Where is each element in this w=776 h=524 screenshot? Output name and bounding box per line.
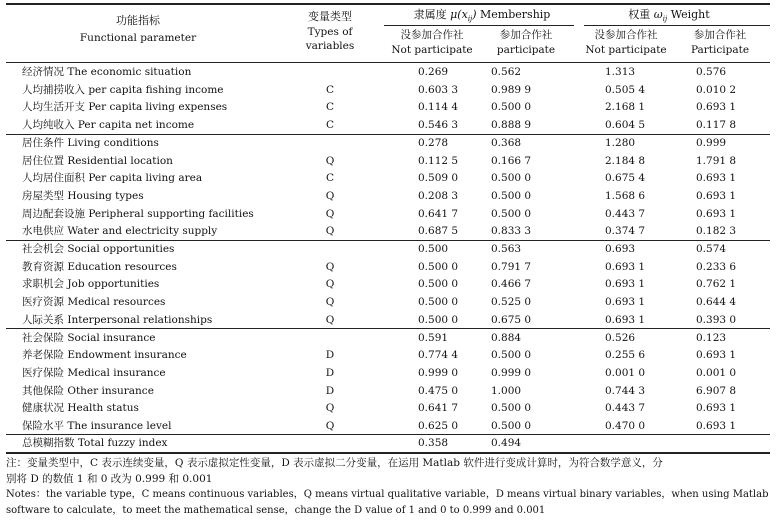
row-param: 健康状况 Health status xyxy=(22,402,139,415)
top-rule xyxy=(6,3,770,5)
row-membership-not-participate: 0.500 0 xyxy=(418,313,459,326)
row-membership-participate: 0.563 xyxy=(491,243,522,255)
row-membership-not-participate: 0.278 xyxy=(418,136,449,149)
row-weight-not-participate: 0.693 1 xyxy=(605,313,646,326)
row-weight-participate: 0.999 xyxy=(696,136,727,149)
note-zh-line-2: 别将 D 的数值 1 和 0 改为 0.999 和 0.001 xyxy=(6,473,213,485)
row-param: 医疗资源 Medical resources xyxy=(22,296,166,309)
row-variable-type: C xyxy=(325,101,335,114)
row-param: 经济情况 The economic situation xyxy=(22,66,192,78)
note-zh-line-1: 注：变量类型中，C 表示连续变量，Q 表示虚拟定性变量，D 表示虚拟二分变量，在运用 Matlab 软件进行变成计算时，为符合数学意义，分 xyxy=(6,457,663,469)
row-weight-participate: 0.117 8 xyxy=(696,119,737,132)
row-membership-not-participate: 0.641 7 xyxy=(418,207,459,220)
row-variable-type: D xyxy=(325,349,335,362)
row-membership-participate: 0.888 9 xyxy=(491,119,532,132)
col-membership-p-en: participate xyxy=(496,44,556,56)
row-variable-type: D xyxy=(325,384,335,397)
row-param: 居住条件 Living conditions xyxy=(22,136,159,149)
row-weight-not-participate: 0.604 5 xyxy=(605,119,646,132)
table-row xyxy=(0,206,776,224)
row-membership-participate: 0.500 0 xyxy=(491,172,532,185)
table-row xyxy=(0,117,776,135)
row-weight-not-participate: 0.443 7 xyxy=(605,402,646,415)
row-param: 居住位置 Residential location xyxy=(22,154,173,167)
row-param: 其他保险 Other insurance xyxy=(22,384,154,397)
header-weight-zh: 权重 xyxy=(628,8,651,21)
row-weight-participate: 0.233 6 xyxy=(696,260,737,273)
row-weight-not-participate: 0.693 1 xyxy=(605,260,646,273)
row-membership-participate: 0.525 0 xyxy=(491,296,532,309)
row-membership-not-participate: 0.500 0 xyxy=(418,296,459,309)
row-weight-participate: 0.574 xyxy=(696,243,727,255)
row-weight-participate: 0.693 1 xyxy=(696,420,737,432)
row-weight-not-participate: 0.443 7 xyxy=(605,207,646,220)
row-weight-not-participate: 0.693 1 xyxy=(605,296,646,309)
row-weight-participate: 0.693 1 xyxy=(696,189,737,202)
row-membership-participate: 0.675 0 xyxy=(491,313,532,326)
row-variable-type: Q xyxy=(325,154,335,167)
row-membership-participate: 0.500 0 xyxy=(491,402,532,415)
table-row xyxy=(0,365,776,383)
table-row xyxy=(0,383,776,401)
table-row xyxy=(0,400,776,418)
row-variable-type: Q xyxy=(325,260,335,273)
table-row xyxy=(0,170,776,188)
group-rule-2 xyxy=(6,240,770,241)
row-membership-not-participate: 0.625 0 xyxy=(418,420,459,432)
row-param: 人均居住面积 Per capita living area xyxy=(22,172,203,185)
weight-underline xyxy=(584,25,770,26)
total-label: 总模糊指数 Total fuzzy index xyxy=(22,437,168,449)
table-row xyxy=(0,312,776,330)
table-row xyxy=(0,64,776,82)
row-membership-participate: 0.500 0 xyxy=(491,101,532,114)
header-membership-en: Membership xyxy=(480,8,551,21)
row-param: 水电供应 Water and electricity supply xyxy=(22,225,218,238)
header-membership-symbol-close: ) xyxy=(472,8,477,21)
col-weight-np-zh: 没参加合作社 xyxy=(594,29,658,41)
row-weight-participate: 0.693 1 xyxy=(696,207,737,220)
bottom-rule xyxy=(6,452,770,454)
row-weight-participate: 0.393 0 xyxy=(696,313,737,326)
row-weight-not-participate: 0.001 0 xyxy=(605,366,646,379)
row-param: 人均捕捞收入 per capita fishing income xyxy=(22,83,224,96)
row-weight-participate: 1.791 8 xyxy=(696,154,737,167)
row-membership-participate: 0.500 0 xyxy=(491,207,532,220)
row-param: 房屋类型 Housing types xyxy=(22,189,144,202)
row-param: 社会保险 Social insurance xyxy=(22,331,156,344)
row-weight-not-participate: 0.693 1 xyxy=(605,278,646,291)
table-row xyxy=(0,347,776,365)
row-membership-not-participate: 0.475 0 xyxy=(418,384,459,397)
row-membership-not-participate: 0.500 0 xyxy=(418,260,459,273)
row-param: 人际关系 Interpersonal relationships xyxy=(22,313,213,326)
membership-underline xyxy=(384,25,574,26)
row-param: 社会机会 Social opportunities xyxy=(22,243,175,255)
row-membership-participate: 0.368 xyxy=(491,136,522,149)
row-weight-participate: 0.693 1 xyxy=(696,172,737,185)
row-variable-type: Q xyxy=(325,402,335,415)
row-weight-not-participate: 0.255 6 xyxy=(605,349,646,362)
row-weight-not-participate: 1.280 xyxy=(605,136,636,149)
row-membership-participate: 0.999 0 xyxy=(491,366,532,379)
table-row xyxy=(0,276,776,294)
row-variable-type: D xyxy=(325,366,335,379)
header-membership-zh: 隶属度 xyxy=(413,8,447,21)
row-weight-participate: 0.644 4 xyxy=(696,296,737,309)
row-weight-not-participate: 0.693 xyxy=(605,243,636,255)
row-weight-not-participate: 0.675 4 xyxy=(605,172,646,185)
group-rule-1 xyxy=(6,134,770,135)
row-weight-participate: 0.693 1 xyxy=(696,101,737,114)
col-membership-p-zh: 参加合作社 xyxy=(499,29,553,41)
row-weight-not-participate: 1.568 6 xyxy=(605,189,646,202)
note-en-line-2: software to calculate，to meet the mathematical sense，change the D value of 1 and 0 to 0.999 and 0.001 xyxy=(6,505,546,516)
row-param: 保险水平 The insurance level xyxy=(22,420,172,432)
table-row xyxy=(0,82,776,100)
row-membership-not-participate: 0.687 5 xyxy=(418,225,459,238)
row-weight-not-participate: 2.168 1 xyxy=(605,101,646,114)
row-weight-not-participate: 0.374 7 xyxy=(605,225,646,238)
row-weight-participate: 0.182 3 xyxy=(696,225,737,238)
row-weight-not-participate: 0.470 0 xyxy=(605,420,646,432)
table-row xyxy=(0,99,776,117)
row-membership-participate: 0.466 7 xyxy=(491,278,532,291)
row-membership-not-participate: 0.591 xyxy=(418,331,449,344)
row-weight-participate: 6.907 8 xyxy=(696,384,737,397)
row-membership-not-participate: 0.269 xyxy=(418,66,449,78)
row-param: 周边配套设施 Peripheral supporting facilities xyxy=(22,207,254,220)
row-variable-type: Q xyxy=(325,225,335,238)
table-row xyxy=(0,153,776,171)
header-weight-symbol-sub: ij xyxy=(662,15,668,24)
col-weight-np-en: Not participate xyxy=(585,44,667,56)
row-weight-participate: 0.010 2 xyxy=(696,83,737,96)
row-membership-participate: 0.500 0 xyxy=(491,349,532,362)
header-weight xyxy=(594,8,744,26)
row-weight-not-participate: 0.526 xyxy=(605,331,636,344)
row-membership-not-participate: 0.114 4 xyxy=(418,101,459,114)
col-membership-np-zh: 没参加合作社 xyxy=(400,29,464,41)
row-weight-not-participate: 0.744 3 xyxy=(605,384,646,397)
table-row xyxy=(0,241,776,259)
row-membership-participate: 0.500 0 xyxy=(491,189,532,202)
row-membership-not-participate: 0.774 4 xyxy=(418,349,459,362)
row-membership-participate: 0.500 0 xyxy=(491,420,532,432)
row-membership-participate: 0.791 7 xyxy=(491,260,532,273)
row-variable-type: C xyxy=(325,83,335,96)
row-variable-type: Q xyxy=(325,313,335,326)
row-variable-type: Q xyxy=(325,278,335,291)
total-membership-p: 0.494 xyxy=(491,437,522,449)
header-type-zh: 变量类型 xyxy=(308,10,352,23)
note-en-line-1: Notes：the variable type，C means continuous variables，Q means virtual qualitative variable，D means virtual binary variables，when using Matlab xyxy=(6,489,769,500)
row-membership-not-participate: 0.999 0 xyxy=(418,366,459,379)
header-membership-symbol-sub: ij xyxy=(467,15,473,24)
table-row xyxy=(0,223,776,241)
row-weight-participate: 0.693 1 xyxy=(696,402,737,415)
row-membership-not-participate: 0.546 3 xyxy=(418,119,459,132)
row-membership-not-participate: 0.641 7 xyxy=(418,402,459,415)
total-membership-np: 0.358 xyxy=(418,437,449,449)
table-row xyxy=(0,330,776,348)
table-row xyxy=(0,135,776,153)
row-membership-not-participate: 0.500 xyxy=(418,243,449,255)
row-membership-participate: 0.884 xyxy=(491,331,522,344)
header-param-zh: 功能指标 xyxy=(116,14,160,27)
row-variable-type: Q xyxy=(325,296,335,309)
row-weight-not-participate: 1.313 xyxy=(605,66,636,78)
row-variable-type: Q xyxy=(325,189,335,202)
col-weight-p-en: Participate xyxy=(690,44,750,56)
row-param: 人均纯收入 Per capita net income xyxy=(22,119,195,132)
table-row xyxy=(0,294,776,312)
row-param: 养老保险 Endowment insurance xyxy=(22,349,187,362)
group-rule-4 xyxy=(6,434,770,435)
col-membership-np-en: Not participate xyxy=(391,44,473,56)
row-weight-not-participate: 0.505 4 xyxy=(605,83,646,96)
row-membership-participate: 0.166 7 xyxy=(491,154,532,167)
table-row xyxy=(0,188,776,206)
row-membership-participate: 0.833 3 xyxy=(491,225,532,238)
row-membership-not-participate: 0.112 5 xyxy=(418,154,459,167)
header-param-en: Functional parameter xyxy=(79,32,197,44)
row-param: 人均生活开支 Per capita living expenses xyxy=(22,101,228,114)
row-variable-type: C xyxy=(325,119,335,132)
row-weight-participate: 0.693 1 xyxy=(696,349,737,362)
row-membership-not-participate: 0.509 0 xyxy=(418,172,459,185)
row-membership-participate: 0.989 9 xyxy=(491,83,532,96)
row-weight-participate: 0.576 xyxy=(696,66,727,78)
row-weight-participate: 0.001 0 xyxy=(696,366,737,379)
group-rule-3 xyxy=(6,328,770,329)
header-bottom-rule xyxy=(6,62,770,63)
row-variable-type: C xyxy=(325,172,335,185)
header-type-en-2: variables xyxy=(305,40,355,52)
header-membership xyxy=(392,8,572,26)
header-weight-en: Weight xyxy=(670,8,710,21)
table-row xyxy=(0,259,776,277)
header-weight-symbol: ω xyxy=(653,8,663,21)
row-variable-type: Q xyxy=(325,420,335,432)
row-membership-not-participate: 0.208 3 xyxy=(418,189,459,202)
row-membership-not-participate: 0.500 0 xyxy=(418,278,459,291)
row-weight-participate: 0.123 xyxy=(696,331,727,344)
row-variable-type: Q xyxy=(325,207,335,220)
header-membership-symbol: μ(x xyxy=(450,8,468,21)
row-membership-not-participate: 0.603 3 xyxy=(418,83,459,96)
header-type-en-1: Types of xyxy=(307,26,353,38)
row-membership-participate: 0.562 xyxy=(491,66,522,78)
row-weight-participate: 0.762 1 xyxy=(696,278,737,291)
row-param: 医疗保险 Medical insurance xyxy=(22,366,166,379)
row-param: 求职机会 Job opportunities xyxy=(22,278,160,291)
row-weight-not-participate: 2.184 8 xyxy=(605,154,646,167)
row-param: 教育资源 Education resources xyxy=(22,260,177,273)
row-membership-participate: 1.000 xyxy=(491,384,522,397)
col-weight-p-zh: 参加合作社 xyxy=(693,29,747,41)
